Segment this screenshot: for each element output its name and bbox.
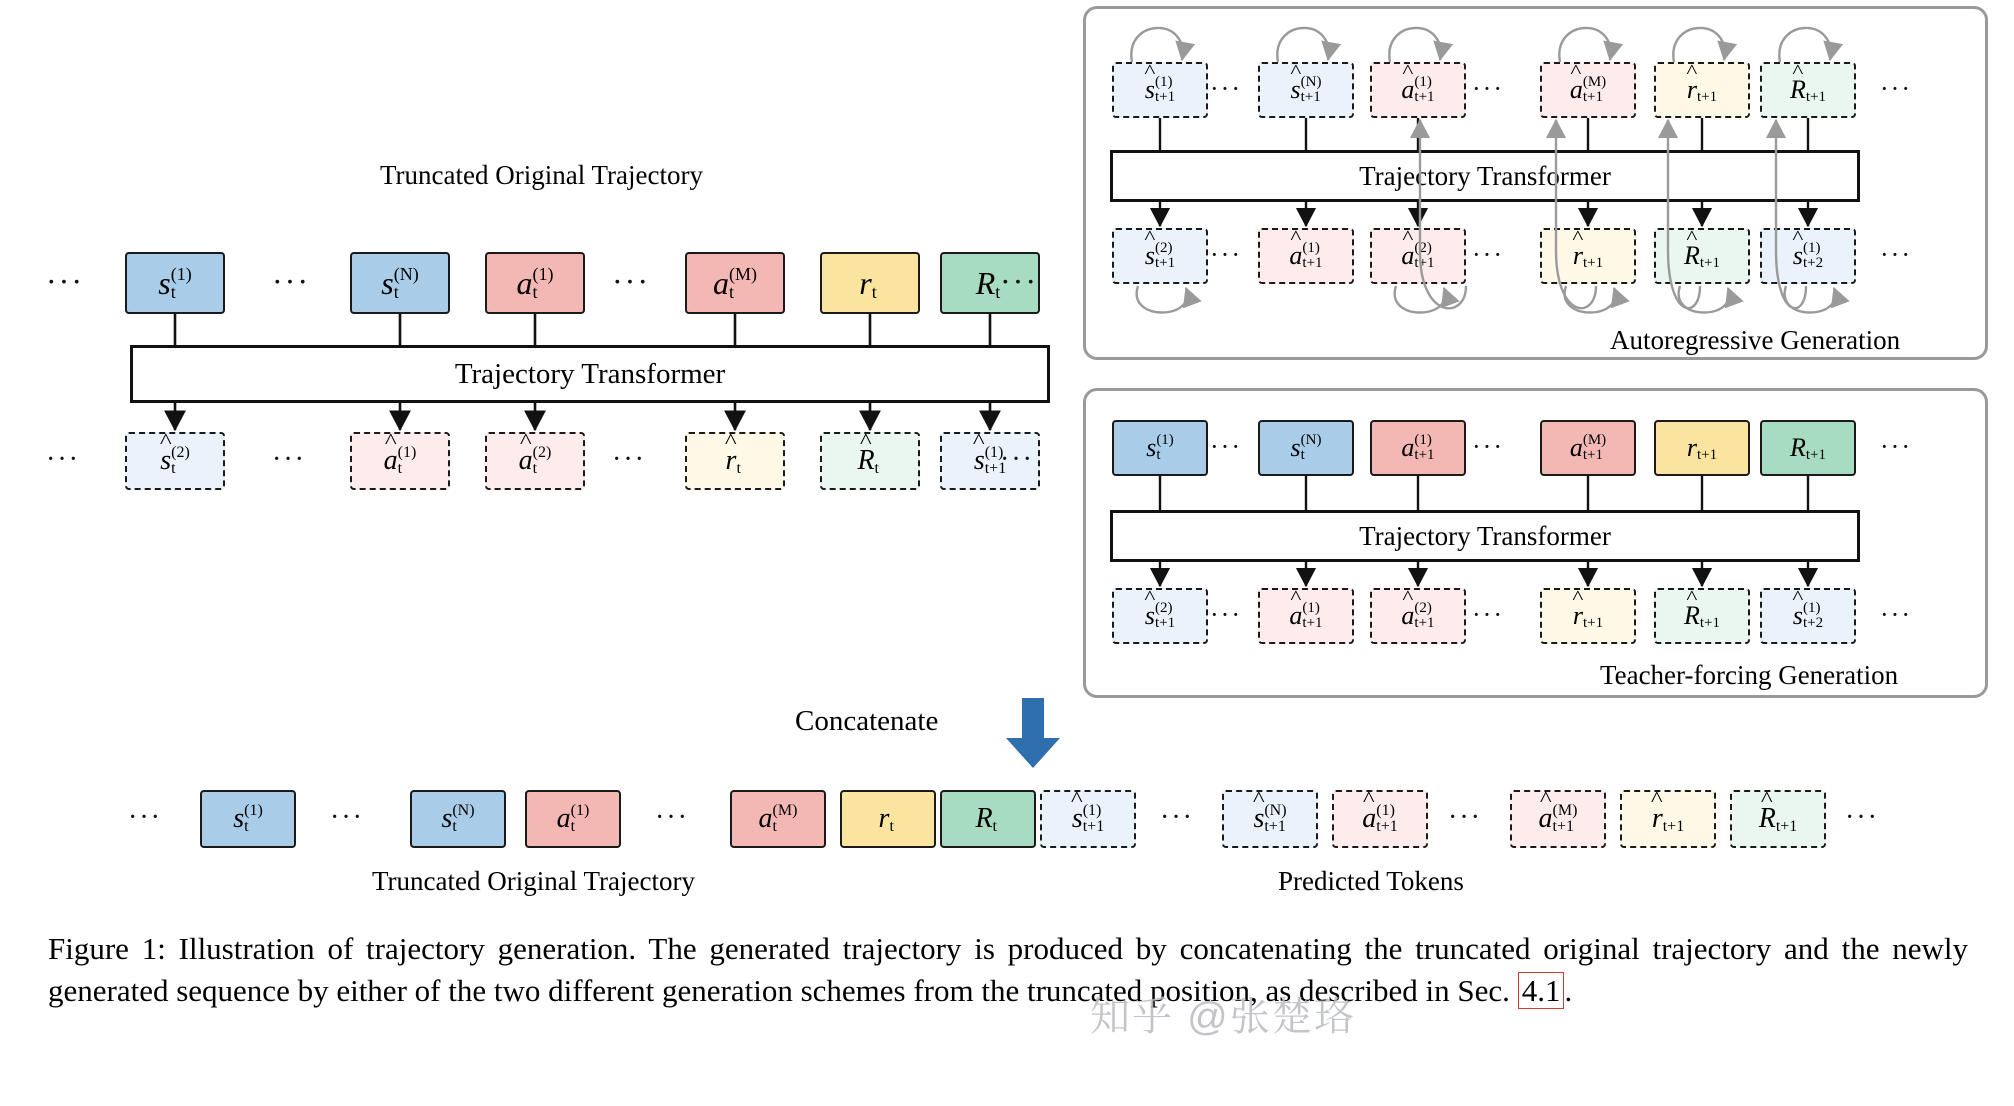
ar-input-token: ^ s (1) t+1 bbox=[1112, 62, 1208, 118]
ellipsis: ··· bbox=[1472, 599, 1504, 629]
label-truncated-original-top: Truncated Original Trajectory bbox=[380, 160, 703, 190]
ar-input-token: ^ r t+1 bbox=[1654, 62, 1750, 118]
caption-line2: truncated original trajectory and the newly generated sequence by either of the two different generation schemes bbox=[48, 931, 1969, 1008]
tf-output-token: ^ a (2) t+1 bbox=[1370, 588, 1466, 644]
ar-input-token: ^ a (M) t+1 bbox=[1540, 62, 1636, 118]
ellipsis: ··· bbox=[612, 443, 646, 475]
concat-truncated-token: r t bbox=[840, 790, 936, 848]
tf-input-token: a (1) t+1 bbox=[1370, 420, 1466, 476]
left-output-token: ^ r t bbox=[685, 432, 785, 490]
ellipsis: ··· bbox=[1210, 239, 1242, 269]
trajectory-transformer-teacher-forcing bbox=[1110, 510, 1860, 562]
label-autoregressive-generation: Autoregressive Generation bbox=[1610, 325, 1901, 355]
ellipsis: ··· bbox=[1472, 239, 1504, 269]
concat-predicted-token: ^ a (1) t+1 bbox=[1332, 790, 1428, 848]
left-output-token: ^ s (2) t bbox=[125, 432, 225, 490]
left-output-token: ^ a (1) t bbox=[350, 432, 450, 490]
ellipsis: ··· bbox=[1210, 431, 1242, 461]
ar-input-token: ^ s (N) t+1 bbox=[1258, 62, 1354, 118]
ellipsis: ··· bbox=[272, 263, 310, 300]
ellipsis: ··· bbox=[1880, 431, 1912, 461]
tf-output-token: ^ s (1) t+2 bbox=[1760, 588, 1856, 644]
left-input-token: a (M) t bbox=[685, 252, 785, 314]
ellipsis: ··· bbox=[1000, 443, 1034, 475]
ellipsis: ··· bbox=[1160, 801, 1194, 833]
transformer-label: Trajectory Transformer bbox=[1359, 520, 1611, 551]
concat-truncated-token: a (M) t bbox=[730, 790, 826, 848]
ellipsis: ··· bbox=[1210, 73, 1242, 103]
left-input-token: a (1) t bbox=[485, 252, 585, 314]
ellipsis: ··· bbox=[1472, 431, 1504, 461]
ellipsis: ··· bbox=[1000, 263, 1038, 300]
label-predicted-tokens: Predicted Tokens bbox=[1278, 866, 1464, 896]
concat-truncated-token: R t bbox=[940, 790, 1036, 848]
label-concatenate: Concatenate bbox=[795, 705, 939, 737]
tf-input-token: R t+1 bbox=[1760, 420, 1856, 476]
concat-predicted-token: ^ R t+1 bbox=[1730, 790, 1826, 848]
ellipsis: ··· bbox=[330, 801, 364, 833]
ar-input-token: ^ R t+1 bbox=[1760, 62, 1856, 118]
ellipsis: ··· bbox=[612, 263, 650, 300]
concat-predicted-token: ^ a (M) t+1 bbox=[1510, 790, 1606, 848]
ellipsis: ··· bbox=[1845, 801, 1879, 833]
ar-input-token: ^ a (1) t+1 bbox=[1370, 62, 1466, 118]
ar-output-token: ^ s (1) t+2 bbox=[1760, 228, 1856, 284]
tf-output-token: ^ a (1) t+1 bbox=[1258, 588, 1354, 644]
concat-truncated-token: s (1) t bbox=[200, 790, 296, 848]
trajectory-transformer-autoregressive bbox=[1110, 150, 1860, 202]
ellipsis: ··· bbox=[46, 443, 80, 475]
ar-output-token: ^ a (1) t+1 bbox=[1258, 228, 1354, 284]
concat-predicted-token: ^ s (N) t+1 bbox=[1222, 790, 1318, 848]
caption-line3a: from the truncated position, as described in Sec. bbox=[913, 972, 1518, 1008]
ellipsis: ··· bbox=[1210, 599, 1242, 629]
ar-output-token: ^ r t+1 bbox=[1540, 228, 1636, 284]
concat-predicted-token: ^ r t+1 bbox=[1620, 790, 1716, 848]
trajectory-transformer-left bbox=[130, 345, 1050, 403]
transformer-label: Trajectory Transformer bbox=[1359, 160, 1611, 191]
figure-caption bbox=[48, 928, 1968, 1011]
watermark: 知乎 @张楚珞 bbox=[1090, 995, 1356, 1039]
tf-input-token: a (M) t+1 bbox=[1540, 420, 1636, 476]
ellipsis: ··· bbox=[46, 263, 84, 300]
transformer-label: Trajectory Transformer bbox=[454, 357, 726, 390]
tf-output-token: ^ r t+1 bbox=[1540, 588, 1636, 644]
caption-line1: Illustration of trajectory generation. The generated trajectory is produced by concatenating the bbox=[165, 931, 1403, 966]
ellipsis: ··· bbox=[1472, 73, 1504, 103]
ellipsis: ··· bbox=[1448, 801, 1482, 833]
concat-truncated-token: ^ s (1) t+1 bbox=[1040, 790, 1136, 848]
label-teacher-forcing-generation: Teacher-forcing Generation bbox=[1600, 660, 1899, 690]
ellipsis: ··· bbox=[1880, 239, 1912, 269]
section-reference[interactable]: 4.1 bbox=[1518, 972, 1565, 1009]
ellipsis: ··· bbox=[272, 443, 306, 475]
tf-input-token: s (1) t bbox=[1112, 420, 1208, 476]
ellipsis: ··· bbox=[128, 801, 162, 833]
ellipsis: ··· bbox=[655, 801, 689, 833]
concat-truncated-token: s (N) t bbox=[410, 790, 506, 848]
tf-output-token: ^ s (2) t+1 bbox=[1112, 588, 1208, 644]
ar-output-token: ^ a (2) t+1 bbox=[1370, 228, 1466, 284]
concat-truncated-token: a (1) t bbox=[525, 790, 621, 848]
left-output-token: ^ a (2) t bbox=[485, 432, 585, 490]
ar-output-token: ^ R t+1 bbox=[1654, 228, 1750, 284]
left-output-token: ^ R t bbox=[820, 432, 920, 490]
left-output-token: ^ s (1) t+1 bbox=[940, 432, 1040, 490]
tf-output-token: ^ R t+1 bbox=[1654, 588, 1750, 644]
caption-line3b: . bbox=[1564, 972, 1573, 1008]
left-input-token: s (1) t bbox=[125, 252, 225, 314]
left-input-token: s (N) t bbox=[350, 252, 450, 314]
left-input-token: r t bbox=[820, 252, 920, 314]
caption-prefix: Figure 1: bbox=[48, 931, 166, 966]
ellipsis: ··· bbox=[1880, 73, 1912, 103]
left-input-token: R t bbox=[940, 252, 1040, 314]
ellipsis: ··· bbox=[1880, 599, 1912, 629]
tf-input-token: r t+1 bbox=[1654, 420, 1750, 476]
ar-output-token: ^ s (2) t+1 bbox=[1112, 228, 1208, 284]
label-truncated-original-bottom: Truncated Original Trajectory bbox=[372, 866, 695, 896]
tf-input-token: s (N) t bbox=[1258, 420, 1354, 476]
